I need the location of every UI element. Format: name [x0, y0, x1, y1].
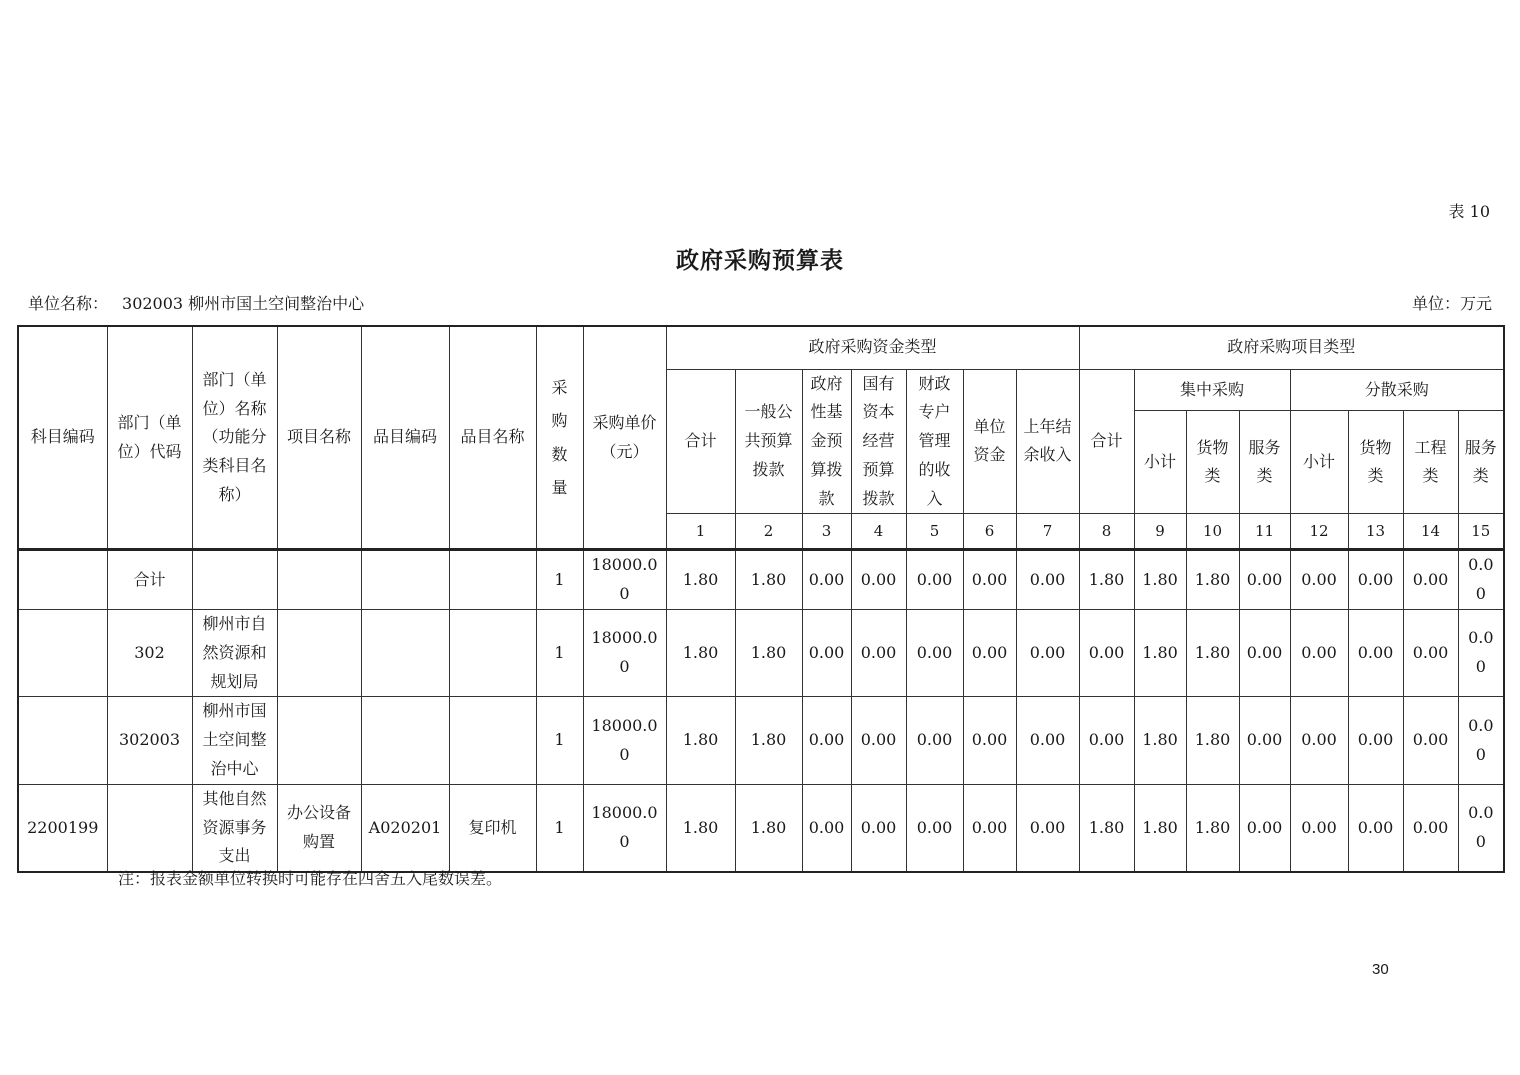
cell-value: 0.00	[1079, 610, 1134, 697]
cell-value: 1.80	[735, 610, 802, 697]
cell-subject-code	[18, 550, 107, 610]
cell-item-code: A020201	[361, 784, 449, 872]
cell-project-name	[277, 697, 361, 784]
cell-qty: 1	[536, 610, 583, 697]
cell-value: 1.80	[735, 697, 802, 784]
cell-value: 0.00	[1290, 784, 1348, 872]
cell-unit-price: 18000.00	[583, 697, 666, 784]
table-row-total	[18, 550, 1504, 610]
cell-value: 0.00	[1290, 550, 1348, 610]
col-header-item-name: 品目名称	[449, 326, 536, 550]
cell-value: 0.00	[1403, 697, 1458, 784]
col-number: 9	[1134, 514, 1186, 550]
cell-value: 0.00	[1403, 550, 1458, 610]
cell-value: 0.00	[1290, 697, 1348, 784]
cell-value: 0.00	[1239, 697, 1290, 784]
group-header-decentralized: 分散采购	[1290, 369, 1504, 411]
table-number-label: 表 10	[1448, 202, 1490, 221]
cell-value: 1.80	[1134, 697, 1186, 784]
table-row	[18, 697, 1504, 784]
cell-value: 1.80	[1186, 550, 1239, 610]
col-header-project-name: 项目名称	[277, 326, 361, 550]
col-header-prior-year-balance: 上年结余收入	[1016, 369, 1079, 514]
cell-value: 0.00	[802, 610, 851, 697]
cell-dept-code: 302	[107, 610, 192, 697]
cell-value: 0.00	[906, 697, 963, 784]
cell-value: 0.00	[802, 784, 851, 872]
cell-item-name	[449, 550, 536, 610]
cell-dept-code	[107, 784, 192, 872]
cell-qty: 1	[536, 550, 583, 610]
col-number: 4	[851, 514, 906, 550]
col-header-unit-funds: 单位资金	[963, 369, 1016, 514]
cell-value: 0.00	[1458, 697, 1504, 784]
cell-value: 0.00	[963, 784, 1016, 872]
col-header-subject-code: 科目编码	[18, 326, 107, 550]
cell-value: 1.80	[735, 550, 802, 610]
cell-value: 1.80	[1134, 784, 1186, 872]
cell-value: 0.00	[963, 697, 1016, 784]
col-header-centralized-goods: 货物类	[1186, 411, 1239, 514]
cell-value: 1.80	[666, 610, 735, 697]
cell-value: 0.00	[851, 697, 906, 784]
col-header-fiscal-account-income: 财政专户管理的收入	[906, 369, 963, 514]
unit-name-value: 302003 柳州市国土空间整治中心	[122, 294, 365, 313]
cell-value: 0.00	[1403, 610, 1458, 697]
col-number: 3	[802, 514, 851, 550]
cell-value: 0.00	[1079, 697, 1134, 784]
cell-qty: 1	[536, 697, 583, 784]
cell-value: 0.00	[1348, 697, 1403, 784]
col-header-dept-name: 部门（单位）名称（功能分类科目名称）	[192, 326, 277, 550]
cell-value: 1.80	[1134, 610, 1186, 697]
col-header-decentralized-goods: 货物类	[1348, 411, 1403, 514]
col-number: 6	[963, 514, 1016, 550]
cell-value: 0.00	[963, 610, 1016, 697]
cell-value: 0.00	[1239, 610, 1290, 697]
cell-item-code	[361, 550, 449, 610]
col-header-fund-total: 合计	[666, 369, 735, 514]
cell-subject-code: 2200199	[18, 784, 107, 872]
group-header-centralized: 集中采购	[1134, 369, 1290, 411]
unit-name-label: 单位名称：	[28, 294, 109, 313]
col-number: 14	[1403, 514, 1458, 550]
group-header-fund-type: 政府采购资金类型	[666, 326, 1079, 369]
table-row	[18, 610, 1504, 697]
cell-value: 0.00	[1348, 610, 1403, 697]
col-number: 7	[1016, 514, 1079, 550]
cell-value: 0.00	[851, 610, 906, 697]
cell-value: 1.80	[735, 784, 802, 872]
cell-item-name: 复印机	[449, 784, 536, 872]
cell-project-name	[277, 610, 361, 697]
col-header-decentralized-services: 服务类	[1458, 411, 1504, 514]
col-header-gov-fund-budget: 政府性基金预算拨款	[802, 369, 851, 514]
col-header-item-code: 品目编码	[361, 326, 449, 550]
cell-value: 0.00	[802, 697, 851, 784]
cell-dept-name: 柳州市国土空间整治中心	[192, 697, 277, 784]
cell-value: 1.80	[1079, 784, 1134, 872]
col-header-decentralized-works: 工程类	[1403, 411, 1458, 514]
group-header-project-type: 政府采购项目类型	[1079, 326, 1504, 369]
cell-value: 0.00	[1016, 550, 1079, 610]
col-header-project-total: 合计	[1079, 369, 1134, 514]
header-row-groups	[18, 326, 1504, 369]
cell-unit-price: 18000.00	[583, 610, 666, 697]
cell-value: 0.00	[802, 550, 851, 610]
cell-value: 0.00	[1403, 784, 1458, 872]
cell-value: 0.00	[906, 610, 963, 697]
cell-item-code	[361, 697, 449, 784]
cell-qty: 1	[536, 784, 583, 872]
cell-subject-code	[18, 697, 107, 784]
cell-unit-price: 18000.00	[583, 550, 666, 610]
cell-value: 0.00	[1348, 550, 1403, 610]
col-number: 13	[1348, 514, 1403, 550]
currency-unit-label: 单位：万元	[1411, 294, 1492, 313]
col-header-qty: 采购数量	[536, 326, 583, 550]
cell-value: 0.00	[906, 784, 963, 872]
col-number: 12	[1290, 514, 1348, 550]
page-number: 30	[1372, 961, 1389, 978]
cell-subject-code	[18, 610, 107, 697]
col-number: 10	[1186, 514, 1239, 550]
col-header-centralized-subtotal: 小计	[1134, 411, 1186, 514]
cell-value: 0.00	[1016, 697, 1079, 784]
info-line	[28, 291, 1492, 313]
cell-dept-name: 柳州市自然资源和规划局	[192, 610, 277, 697]
cell-project-name: 办公设备购置	[277, 784, 361, 872]
col-header-general-budget: 一般公共预算拨款	[735, 369, 802, 514]
cell-value: 0.00	[1016, 610, 1079, 697]
cell-value: 1.80	[1134, 550, 1186, 610]
cell-item-name	[449, 697, 536, 784]
cell-value: 0.00	[1348, 784, 1403, 872]
col-number: 2	[735, 514, 802, 550]
col-header-decentralized-subtotal: 小计	[1290, 411, 1348, 514]
col-number: 1	[666, 514, 735, 550]
col-number: 8	[1079, 514, 1134, 550]
cell-dept-code: 合计	[107, 550, 192, 610]
table-row	[18, 784, 1504, 872]
cell-item-name	[449, 610, 536, 697]
page-title: 政府采购预算表	[676, 247, 844, 274]
cell-value: 1.80	[1186, 610, 1239, 697]
cell-value: 0.00	[1016, 784, 1079, 872]
cell-value: 1.80	[666, 550, 735, 610]
cell-dept-code: 302003	[107, 697, 192, 784]
cell-value: 0.00	[851, 550, 906, 610]
cell-value: 0.00	[906, 550, 963, 610]
cell-value: 1.80	[666, 697, 735, 784]
cell-value: 0.00	[1239, 784, 1290, 872]
cell-dept-name	[192, 550, 277, 610]
col-header-state-capital-budget: 国有资本经营预算拨款	[851, 369, 906, 514]
cell-value: 0.00	[1458, 550, 1504, 610]
col-header-dept-code: 部门（单位）代码	[107, 326, 192, 550]
col-number: 15	[1458, 514, 1504, 550]
col-header-centralized-services: 服务类	[1239, 411, 1290, 514]
cell-project-name	[277, 550, 361, 610]
footnote: 注：报表金额单位转换时可能存在四舍五入尾数误差。	[118, 869, 503, 888]
cell-value: 1.80	[666, 784, 735, 872]
cell-value: 1.80	[1186, 697, 1239, 784]
procurement-budget-table	[17, 325, 1505, 873]
cell-value: 0.00	[963, 550, 1016, 610]
cell-value: 0.00	[1458, 610, 1504, 697]
cell-value: 0.00	[1239, 550, 1290, 610]
cell-value: 1.80	[1186, 784, 1239, 872]
cell-value: 0.00	[1290, 610, 1348, 697]
cell-value: 0.00	[1458, 784, 1504, 872]
col-number: 11	[1239, 514, 1290, 550]
col-header-unit-price: 采购单价（元）	[583, 326, 666, 550]
col-number: 5	[906, 514, 963, 550]
cell-value: 0.00	[851, 784, 906, 872]
cell-dept-name: 其他自然资源事务支出	[192, 784, 277, 872]
cell-value: 1.80	[1079, 550, 1134, 610]
cell-unit-price: 18000.00	[583, 784, 666, 872]
cell-item-code	[361, 610, 449, 697]
